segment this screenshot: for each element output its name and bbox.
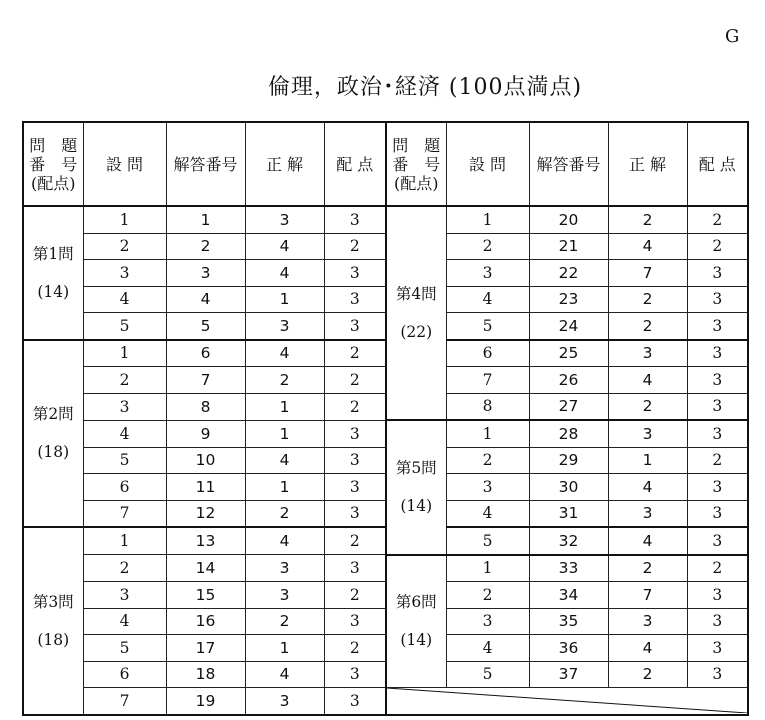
question-label: 第5問: [395, 459, 437, 478]
points-cell: 2: [687, 447, 748, 474]
answer-number-cell: 32: [529, 527, 608, 555]
setsumon-cell: 2: [446, 447, 529, 474]
correct-answer-cell: 4: [608, 367, 687, 394]
setsumon-cell: 5: [446, 313, 529, 340]
points-cell: 3: [324, 206, 386, 233]
table-row: [23, 527, 748, 555]
answer-number-cell: 19: [166, 688, 245, 715]
answer-number-cell: 23: [529, 286, 608, 313]
correct-answer-cell: 4: [245, 260, 324, 287]
setsumon-cell: 6: [83, 661, 166, 688]
points-cell: 2: [687, 555, 748, 582]
question-points: (22): [400, 323, 433, 341]
points-cell: 3: [324, 688, 386, 715]
correct-answer-cell: 7: [608, 582, 687, 609]
question-points: (14): [37, 282, 70, 301]
correct-answer-cell: 3: [245, 688, 324, 715]
setsumon-cell: 3: [83, 393, 166, 420]
answer-number-cell: 21: [529, 233, 608, 260]
table-row: [23, 313, 748, 340]
setsumon-cell: 6: [83, 474, 166, 501]
correct-answer-cell: 2: [608, 555, 687, 582]
correct-answer-cell: 2: [608, 313, 687, 340]
setsumon-cell: 4: [83, 286, 166, 313]
setsumon-cell: 1: [446, 206, 529, 233]
answer-number-cell: 30: [529, 474, 608, 501]
points-cell: 3: [324, 474, 386, 501]
answer-key-table: [22, 121, 749, 716]
points-cell: 3: [687, 340, 748, 367]
points-cell: 3: [324, 313, 386, 340]
setsumon-cell: 4: [83, 608, 166, 635]
setsumon-cell: 3: [446, 608, 529, 635]
table-row: [23, 447, 748, 474]
points-cell: 2: [324, 367, 386, 394]
table-row: [23, 260, 748, 287]
points-cell: 3: [687, 608, 748, 635]
correct-answer-cell: 2: [245, 608, 324, 635]
header-setsumon: 設 問: [83, 122, 166, 206]
answer-number-cell: 14: [166, 555, 245, 582]
points-cell: 3: [687, 367, 748, 394]
correct-answer-cell: 1: [245, 286, 324, 313]
table-row: [23, 474, 748, 501]
table-row: [23, 206, 748, 233]
points-cell: 3: [687, 474, 748, 501]
correct-answer-cell: 4: [608, 233, 687, 260]
setsumon-cell: 5: [83, 313, 166, 340]
question-label: 第1問: [32, 244, 74, 263]
setsumon-cell: 8: [446, 393, 529, 420]
points-cell: 2: [324, 393, 386, 420]
correct-answer-cell: 4: [245, 447, 324, 474]
setsumon-cell: 4: [446, 286, 529, 313]
question-points: (18): [37, 630, 70, 649]
table-row: [23, 393, 748, 420]
header-kaitou-bangou-right: 解答番号: [529, 122, 608, 206]
correct-answer-cell: 2: [608, 286, 687, 313]
setsumon-cell: 2: [446, 233, 529, 260]
setsumon-cell: 2: [446, 582, 529, 609]
question-points: (14): [400, 631, 433, 650]
correct-answer-cell: 3: [245, 555, 324, 582]
points-cell: 2: [324, 582, 386, 609]
points-cell: 2: [324, 340, 386, 367]
question-group-cell: [23, 527, 83, 715]
answer-number-cell: 3: [166, 260, 245, 287]
points-cell: 3: [687, 527, 748, 555]
setsumon-cell: 4: [83, 420, 166, 447]
points-cell: 3: [687, 313, 748, 340]
points-cell: 3: [324, 500, 386, 527]
answer-number-cell: 1: [166, 206, 245, 233]
answer-number-cell: 22: [529, 260, 608, 287]
answer-number-cell: 28: [529, 420, 608, 447]
header-row: [23, 122, 748, 206]
correct-answer-cell: 3: [245, 582, 324, 609]
answer-number-cell: 33: [529, 555, 608, 582]
setsumon-cell: 2: [83, 555, 166, 582]
table-row: [23, 340, 748, 367]
header-seikai-right: 正 解: [608, 122, 687, 206]
setsumon-cell: 2: [83, 233, 166, 260]
correct-answer-cell: 4: [608, 474, 687, 501]
table-row: [23, 582, 748, 609]
answer-number-cell: 4: [166, 286, 245, 313]
setsumon-cell: 2: [83, 367, 166, 394]
correct-answer-cell: 3: [245, 313, 324, 340]
answer-number-cell: 24: [529, 313, 608, 340]
points-cell: 2: [324, 635, 386, 662]
points-cell: 3: [324, 608, 386, 635]
answer-number-cell: 34: [529, 582, 608, 609]
setsumon-cell: 7: [446, 367, 529, 394]
setsumon-cell: 3: [83, 582, 166, 609]
answer-number-cell: 29: [529, 447, 608, 474]
setsumon-cell: 5: [446, 661, 529, 688]
correct-answer-cell: 3: [608, 420, 687, 447]
correct-answer-cell: 3: [608, 340, 687, 367]
table-row: [23, 555, 748, 582]
points-cell: 2: [324, 527, 386, 555]
answer-number-cell: 18: [166, 661, 245, 688]
header-q-line3: (配点): [31, 173, 76, 193]
correct-answer-cell: 1: [245, 635, 324, 662]
answer-number-cell: 15: [166, 582, 245, 609]
correct-answer-cell: 7: [608, 260, 687, 287]
correct-answer-cell: 3: [608, 500, 687, 527]
table-row: [23, 367, 748, 394]
answer-number-cell: 10: [166, 447, 245, 474]
table-row: [23, 661, 748, 688]
question-label: 第4問: [395, 285, 437, 303]
table-row: [23, 420, 748, 447]
question-points: (18): [37, 443, 70, 462]
correct-answer-cell: 1: [245, 420, 324, 447]
correct-answer-cell: 2: [245, 500, 324, 527]
question-group-cell: [386, 420, 446, 555]
correct-answer-cell: 2: [608, 206, 687, 233]
answer-number-cell: 11: [166, 474, 245, 501]
page-title: 倫理，政治･経済 (100点満点): [267, 75, 583, 100]
table-row: [23, 233, 748, 260]
header-q-line1: 問 題: [29, 135, 78, 155]
points-cell: 2: [324, 233, 386, 260]
setsumon-cell: 7: [83, 500, 166, 527]
page-corner-mark: G: [725, 26, 740, 47]
setsumon-cell: 1: [83, 527, 166, 555]
setsumon-cell: 4: [446, 500, 529, 527]
answer-number-cell: 31: [529, 500, 608, 527]
points-cell: 3: [687, 393, 748, 420]
header-q-line2: 番 号: [29, 154, 78, 174]
answer-number-cell: 20: [529, 206, 608, 233]
setsumon-cell: 7: [83, 688, 166, 715]
correct-answer-cell: 3: [608, 608, 687, 635]
setsumon-cell: 5: [83, 635, 166, 662]
header-seikai: 正 解: [245, 122, 324, 206]
header-q-line2-right: 番 号: [392, 154, 441, 174]
points-cell: 3: [687, 500, 748, 527]
setsumon-cell: 4: [446, 635, 529, 662]
answer-number-cell: 35: [529, 608, 608, 635]
header-q-line3-right: (配点): [394, 173, 439, 193]
table-row: [23, 635, 748, 662]
points-cell: 3: [687, 286, 748, 313]
question-label: 第2問: [32, 405, 74, 424]
correct-answer-cell: 2: [245, 367, 324, 394]
question-label: 第3問: [32, 592, 74, 611]
table-row: [23, 688, 748, 715]
empty-slash-cell: [386, 688, 748, 715]
answer-number-cell: 36: [529, 635, 608, 662]
correct-answer-cell: 2: [608, 393, 687, 420]
correct-answer-cell: 4: [245, 340, 324, 367]
correct-answer-cell: 4: [608, 635, 687, 662]
correct-answer-cell: 4: [245, 527, 324, 555]
correct-answer-cell: 1: [608, 447, 687, 474]
points-cell: 3: [324, 260, 386, 287]
question-group-cell: [386, 206, 446, 420]
question-group-cell: [23, 340, 83, 528]
table-row: [23, 286, 748, 313]
answer-number-cell: 37: [529, 661, 608, 688]
points-cell: 3: [687, 582, 748, 609]
answer-number-cell: 12: [166, 500, 245, 527]
question-group-cell: [23, 206, 83, 340]
correct-answer-cell: 1: [245, 474, 324, 501]
points-cell: 3: [324, 661, 386, 688]
points-cell: 3: [324, 447, 386, 474]
points-cell: 3: [687, 635, 748, 662]
setsumon-cell: 5: [446, 527, 529, 555]
correct-answer-cell: 2: [608, 661, 687, 688]
question-group-cell: [386, 555, 446, 688]
setsumon-cell: 3: [83, 260, 166, 287]
correct-answer-cell: 1: [245, 393, 324, 420]
question-label: 第6問: [395, 593, 437, 612]
header-setsumon-right: 設 問: [446, 122, 529, 206]
header-q-line1-right: 問 題: [392, 135, 441, 155]
answer-number-cell: 16: [166, 608, 245, 635]
header-kaitou-bangou: 解答番号: [166, 122, 245, 206]
table-row: [23, 500, 748, 527]
points-cell: 2: [687, 233, 748, 260]
correct-answer-cell: 4: [245, 661, 324, 688]
answer-number-cell: 7: [166, 367, 245, 394]
points-cell: 3: [324, 286, 386, 313]
correct-answer-cell: 4: [245, 233, 324, 260]
answer-number-cell: 17: [166, 635, 245, 662]
points-cell: 3: [324, 420, 386, 447]
points-cell: 2: [687, 206, 748, 233]
setsumon-cell: 3: [446, 474, 529, 501]
answer-number-cell: 5: [166, 313, 245, 340]
header-question-number-right: [386, 122, 446, 206]
answer-number-cell: 6: [166, 340, 245, 367]
points-cell: 3: [687, 420, 748, 447]
setsumon-cell: 6: [446, 340, 529, 367]
header-haiten-right: 配 点: [687, 122, 748, 206]
answer-number-cell: 9: [166, 420, 245, 447]
setsumon-cell: 1: [446, 555, 529, 582]
answer-number-cell: 27: [529, 393, 608, 420]
question-points: (14): [400, 497, 433, 516]
correct-answer-cell: 4: [608, 527, 687, 555]
points-cell: 3: [687, 661, 748, 688]
answer-number-cell: 13: [166, 527, 245, 555]
answer-number-cell: 2: [166, 233, 245, 260]
points-cell: 3: [324, 555, 386, 582]
setsumon-cell: 1: [83, 340, 166, 367]
correct-answer-cell: 3: [245, 206, 324, 233]
setsumon-cell: 3: [446, 260, 529, 287]
header-haiten: 配 点: [324, 122, 386, 206]
answer-number-cell: 8: [166, 393, 245, 420]
setsumon-cell: 1: [446, 420, 529, 447]
answer-number-cell: 26: [529, 367, 608, 394]
answer-number-cell: 25: [529, 340, 608, 367]
points-cell: 3: [687, 260, 748, 287]
header-question-number: [23, 122, 83, 206]
setsumon-cell: 5: [83, 447, 166, 474]
setsumon-cell: 1: [83, 206, 166, 233]
table-row: [23, 608, 748, 635]
